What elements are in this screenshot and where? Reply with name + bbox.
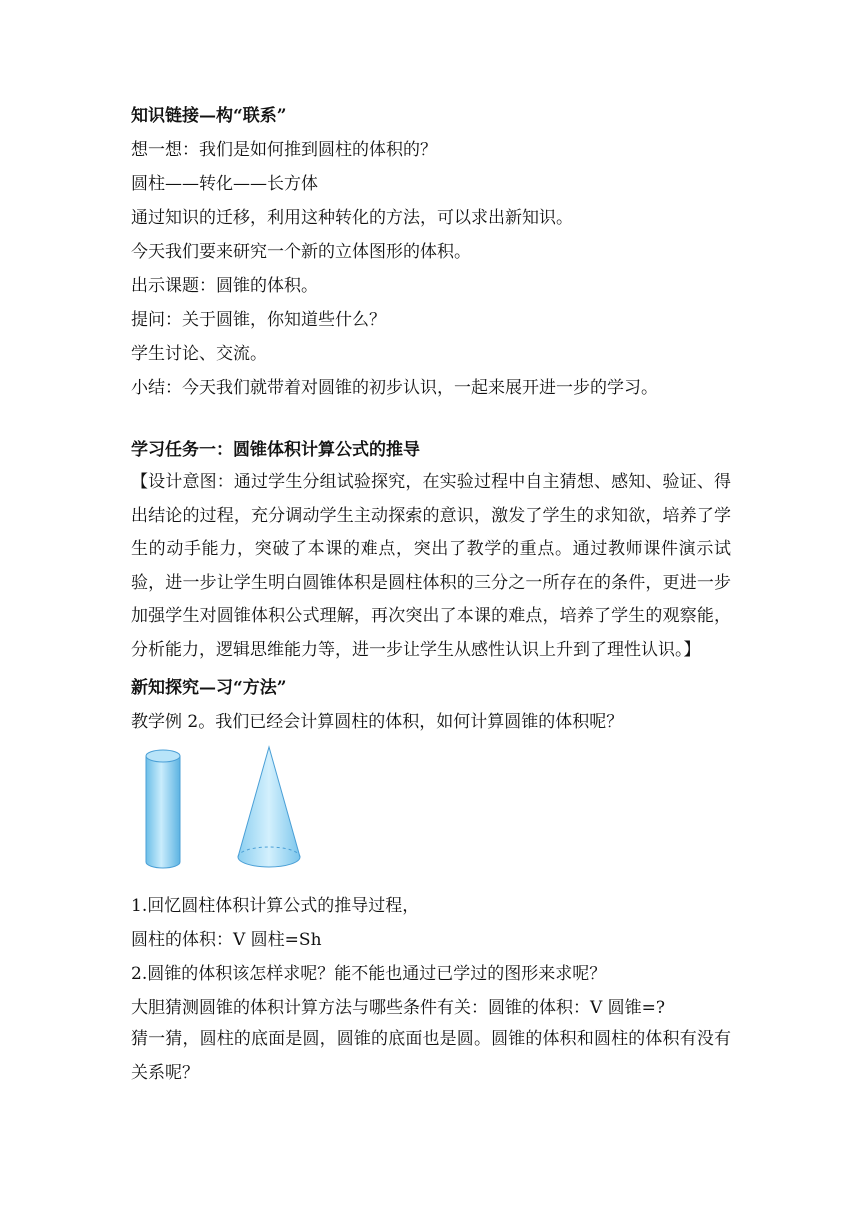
cylinder-cone-figure bbox=[120, 740, 320, 870]
text-line: 圆柱——转化——长方体 bbox=[131, 174, 318, 194]
cylinder-shape bbox=[146, 750, 180, 868]
text-line: 通过知识的迁移，利用这种转化的方法，可以求出新知识。 bbox=[131, 208, 573, 228]
guess-text: 大胆猜测圆锥的体积计算方法与哪些条件有关：圆锥的体积：V 圆锥=? bbox=[131, 998, 666, 1018]
text-line: 提问：关于圆锥，你知道些什么？ bbox=[131, 310, 386, 330]
step-text: 2.圆锥的体积该怎样求呢？能不能也通过已学过的图形来求呢？ bbox=[131, 964, 607, 984]
section-heading-learning-task: 学习任务一：圆锥体积计算公式的推导 bbox=[131, 440, 420, 460]
example-text: 教学例 2。我们已经会计算圆柱的体积，如何计算圆锥的体积呢？ bbox=[131, 712, 624, 732]
text-line: 小结：今天我们就带着对圆锥的初步认识，一起来展开进一步的学习。 bbox=[131, 378, 658, 398]
cone-shape bbox=[238, 747, 300, 867]
step-text: 1.回忆圆柱体积计算公式的推导过程， bbox=[131, 896, 420, 916]
formula-text: 圆柱的体积：V 圆柱=Sh bbox=[131, 930, 322, 950]
section-heading-new-knowledge: 新知探究—习“方法” bbox=[131, 678, 287, 698]
text-line: 出示课题：圆锥的体积。 bbox=[131, 276, 318, 296]
text-line: 学生讨论、交流。 bbox=[131, 344, 267, 364]
text-line: 今天我们要来研究一个新的立体图形的体积。 bbox=[131, 242, 471, 262]
section-heading-knowledge-link: 知识链接—构“联系” bbox=[131, 106, 287, 126]
design-intent-paragraph: 【设计意图：通过学生分组试验探究，在实验过程中自主猜想、感知、验证、得出结论的过程，充分调动学生主动探索的意识，激发了学生的求知欲，培养了学生的动手能力，突破了本课的难点，突出了教学的重点。通过教师课件演示试验，进一步让学生明白圆锥体积是圆柱体积的三分之一所存在的条件，更进一步加强学生对圆锥体积公式理解，再次突出了本课的难点，培养了学生的观察能，分析能力，逻辑思维能力等，进一步让学生从感性认识上升到了理性认识。】 bbox=[131, 472, 731, 660]
closing-paragraph: 猜一猜，圆柱的底面是圆，圆锥的底面也是圆。圆锥的体积和圆柱的体积有没有关系呢？ bbox=[131, 1029, 731, 1083]
text-line: 想一想：我们是如何推到圆柱的体积的？ bbox=[131, 140, 437, 160]
